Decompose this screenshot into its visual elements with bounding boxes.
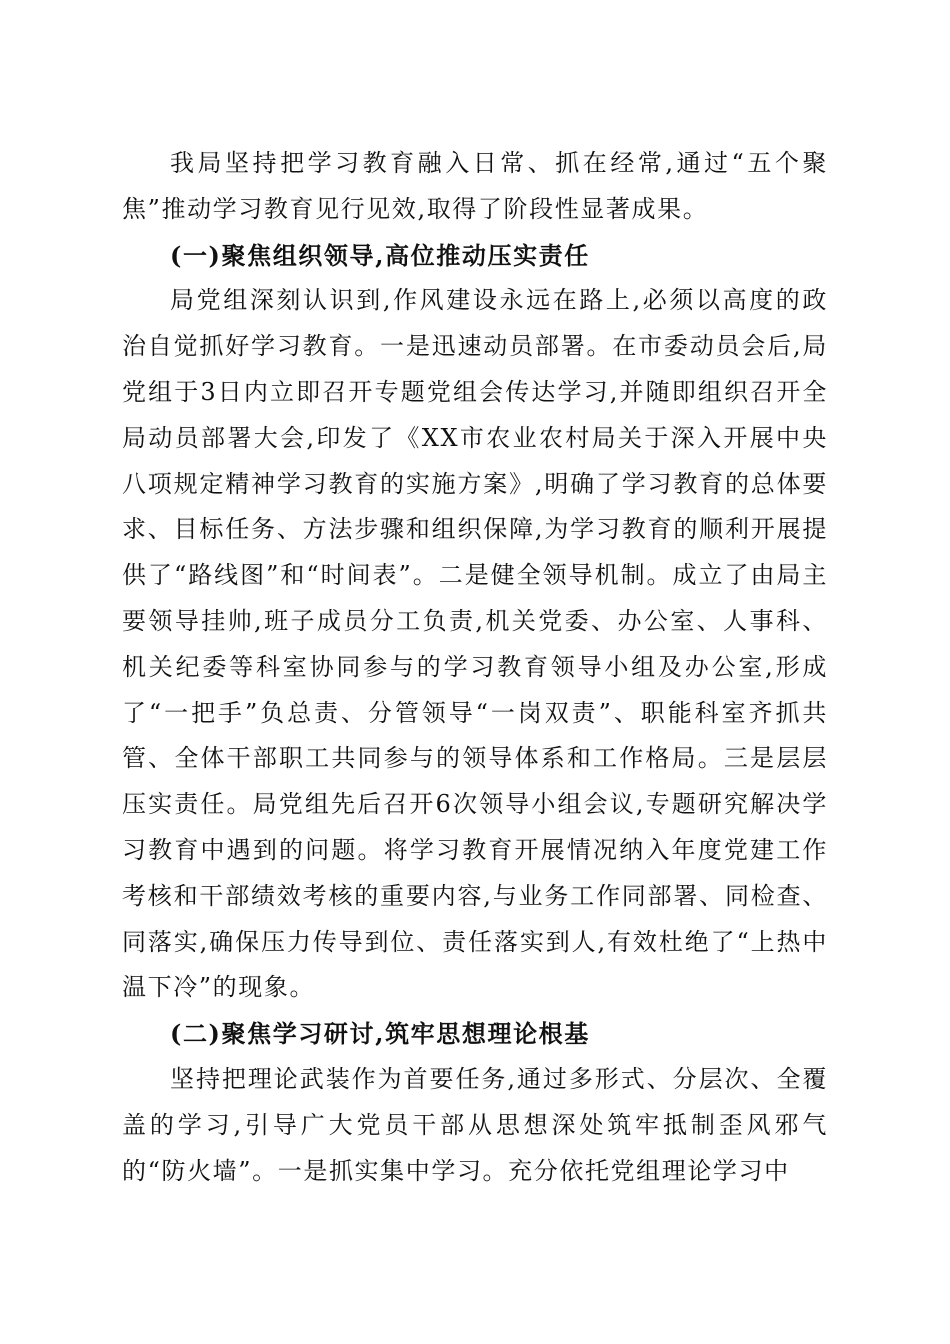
intro-paragraph: 我局坚持把学习教育融入日常、抓在经常,通过“五个聚焦”推动学习教育见行见效,取得了阶段性显著成果。 [122, 149, 828, 223]
document-body [122, 141, 828, 1194]
section-heading-2: (二)聚焦学习研讨,筑牢思想理论根基 [170, 1019, 590, 1049]
section-1-paragraph: 局党组深刻认识到,作风建设永远在路上,必须以高度的政治自觉抓好学习教育。一是迅速动员部署。在市委动员会后,局党组于3日内立即召开专题党组会传达学习,并随即组织召开全局动员部署大会,印发了《XX市农业农村局关于深入开展中央八项规定精神学习教育的实施方案》,明确了学习教育的总体要求、目标任务、方法步骤和组织保障,为学习教育的顺利开展提供了“路线图”和“时间表”。二是健全领导机制。成立了由局主要领导挂帅,班子成员分工负责,机关党委、办公室、人事科、机关纪委等科室协同参与的学习教育领导小组及办公室,形成了“一把手”负总责、分管领导“一岗双责”、职能科室齐抓共管、全体干部职工共同参与的领导体系和工作格局。三是层层压实责任。局党组先后召开6次领导小组会议,专题研究解决学习教育中遇到的问题。将学习教育开展情况纳入年度党建工作考核和干部绩效考核的重要内容,与业务工作同部署、同检查、同落实,确保压力传导到位、责任落实到人,有效杜绝了“上热中温下冷”的现象。 [122, 286, 828, 1002]
section-2-paragraph: 坚持把理论武装作为首要任务,通过多形式、分层次、全覆盖的学习,引导广大党员干部从思想深处筑牢抵制歪风邪气的“防火墙”。一是抓实集中学习。充分依托党组理论学习中 [122, 1064, 828, 1185]
section-heading-1: (一)聚焦组织领导,高位推动压实责任 [170, 240, 590, 270]
